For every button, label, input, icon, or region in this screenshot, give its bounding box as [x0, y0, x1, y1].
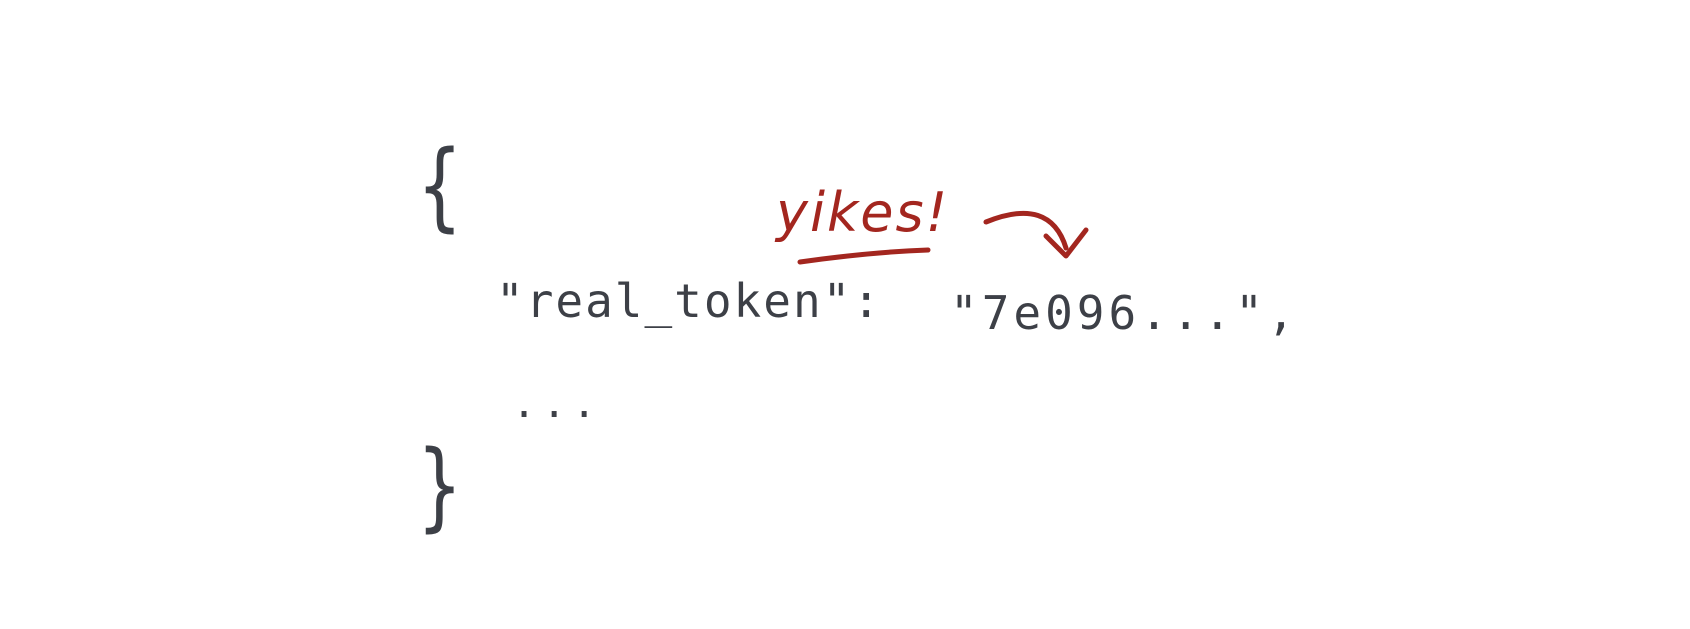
continuation-ellipsis: ... [512, 381, 603, 427]
yikes-annotation: yikes! [776, 181, 950, 244]
json-key: "real_token": [496, 274, 883, 328]
underline-stroke-icon [800, 250, 928, 262]
arrow-head-icon [1046, 230, 1086, 256]
curved-arrow-icon [986, 213, 1066, 248]
open-brace: { [418, 130, 462, 242]
json-value: "7e096...", [950, 286, 1299, 340]
close-brace: } [418, 430, 462, 542]
